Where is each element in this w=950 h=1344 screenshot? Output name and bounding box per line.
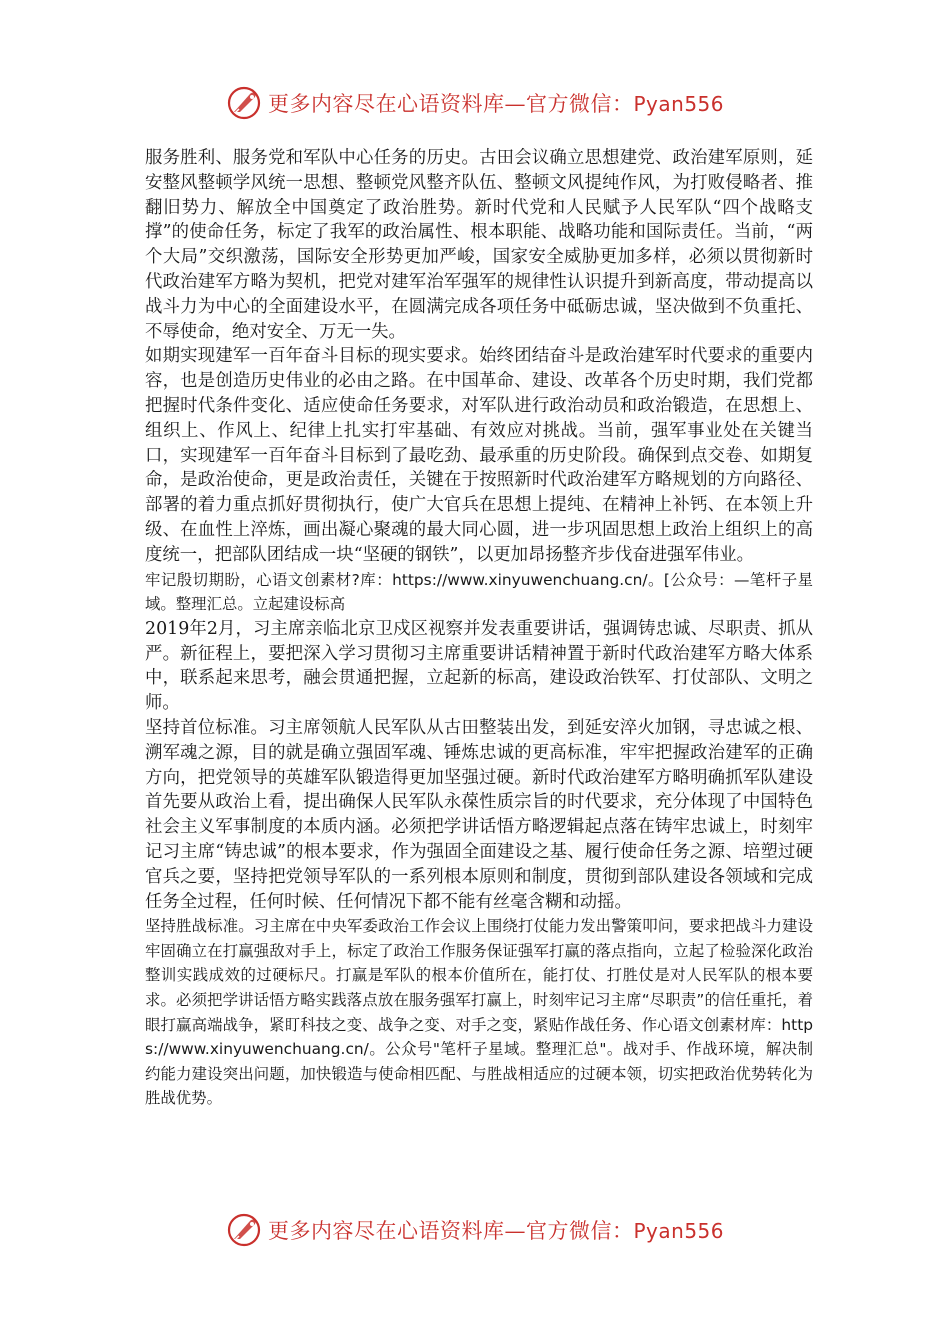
paragraph-4: 2019年2月，习主席亲临北京卫戍区视察并发表重要讲话，强调铸忠诚、尽职责、抓从严。新征程上，要把深入学习贯彻习主席重要讲话精神置于新时代政治建军方略大体系中，联系起来思考，融会贯通把握，立起新的标高，建设政治铁军、打仗部队、文明之师。 [145, 618, 813, 714]
banner-wechat-id: Pyan556 [633, 92, 724, 116]
document-body [145, 146, 813, 1111]
banner-cn-text: 更多内容尽在心语资料库—官方微信： [267, 92, 634, 116]
header-watermark-banner [0, 81, 950, 125]
banner-text [268, 1215, 724, 1245]
paragraph-5: 坚持首位标准。习主席领航人民军队从古田整装出发，到延安淬火加钢，寻忠诚之根、溯军魂之源，目的就是确立强固军魂、锤炼忠诚的更高标准，牢牢把握政治建军的正确方向，把党领导的英雄军队锻造得更加坚强过硬。新时代政治建军方略明确抓军队建设首先要从政治上看，提出确保人民军队永葆性质宗旨的时代要求，充分体现了中国特色社会主义军事制度的本质内涵。必须把学讲话悟方略逻辑起点落在铸牢忠诚上，时刻牢记习主席“铸忠诚”的根本要求，作为强固全面建设之基、履行使命任务之源、培塑过硬官兵之要，坚持把党领导军队的一系列根本原则和制度，贯彻到部队建设各领域和完成任务全过程，任何时候、任何情况下都不能有丝毫含糊和动摇。 [145, 717, 813, 912]
quill-pen-logo-icon [226, 1212, 262, 1248]
paragraph-2: 如期实现建军一百年奋斗目标的现实要求。始终团结奋斗是政治建军时代要求的重要内容，也是创造历史伟业的必由之路。在中国革命、建设、改革各个历史时期，我们党都把握时代条件变化、适应使命任务要求，对军队进行政治动员和政治锻造，在思想上、组织上、作风上、纪律上扎实打牢基础、有效应对挑战。当前，强军事业处在关键当口，实现建军一百年奋斗目标到了最吃劲、最承重的历史阶段。确保到点交卷、如期复命，是政治使命，更是政治责任，关键在于按照新时代政治建军方略规划的方向路径、部署的着力重点抓好贯彻执行，使广大官兵在思想上提纯、在精神上补钙、在本领上升级、在血性上淬炼，画出凝心聚魂的最大同心圆，进一步巩固思想上政治上组织上的高度统一，把部队团结成一块“坚硬的钢铁”，以更加昂扬整齐步伐奋进强军伟业。 [145, 346, 813, 565]
quill-pen-logo-icon [226, 85, 262, 121]
banner-wechat-id: Pyan556 [633, 1219, 724, 1243]
banner-text [268, 88, 724, 118]
footer-watermark-banner [0, 1208, 950, 1252]
paragraph-1: 服务胜利、服务党和军队中心任务的历史。古田会议确立思想建党、政治建军原则，延安整风整顿学风统一思想、整顿党风整齐队伍、整顿文风提纯作风，为打败侵略者、推翻旧势力、解放全中国奠定了政治胜势。新时代党和人民赋予人民军队“四个战略支撑”的使命任务，标定了我军的政治属性、根本职能、战略功能和国际责任。当前，“两个大局”交织激荡，国际安全形势更加严峻，国家安全威胁更加多样，必须以贯彻新时代政治建军方略为契机，把党对建军治军强军的规律性认识提升到新高度，带动提高以战斗力为中心的全面建设水平，在圆满完成各项任务中砥砺忠诚，坚决做到不负重托、不辱使命，绝对安全、万无一失。 [145, 148, 813, 342]
banner-cn-text: 更多内容尽在心语资料库—官方微信： [267, 1219, 634, 1243]
paragraph-3-heading: 牢记殷切期盼，心语文创素材?库：https://www.xinyuwenchuang.cn/。[公众号：—笔杆子星域。整理汇总。立起建设标高 [145, 570, 813, 614]
paragraph-6: 坚持胜战标准。习主席在中央军委政治工作会议上围绕打仗能力发出警策叩问，要求把战斗力建设牢固确立在打赢强敌对手上，标定了政治工作服务保证强军打赢的落点指向，立起了检验深化政治整训实践成效的过硬标尺。打赢是军队的根本价值所在，能打仗、打胜仗是对人民军队的根本要求。必须把学讲话悟方略实践落点放在服务强军打赢上，时刻牢记习主席“尽职责”的信任重托，着眼打赢高端战争，紧盯科技之变、战争之变、对手之变，紧贴作战任务、作心语文创素材库：https://www.xinyuwenchuang.cn/。公众号"笔杆子星域。整理汇总"。战对手、作战环境，解决制约能力建设突出问题，加快锻造与使命相匹配、与胜战相适应的过硬本领，切实把政治优势转化为胜战优势。 [145, 917, 813, 1108]
